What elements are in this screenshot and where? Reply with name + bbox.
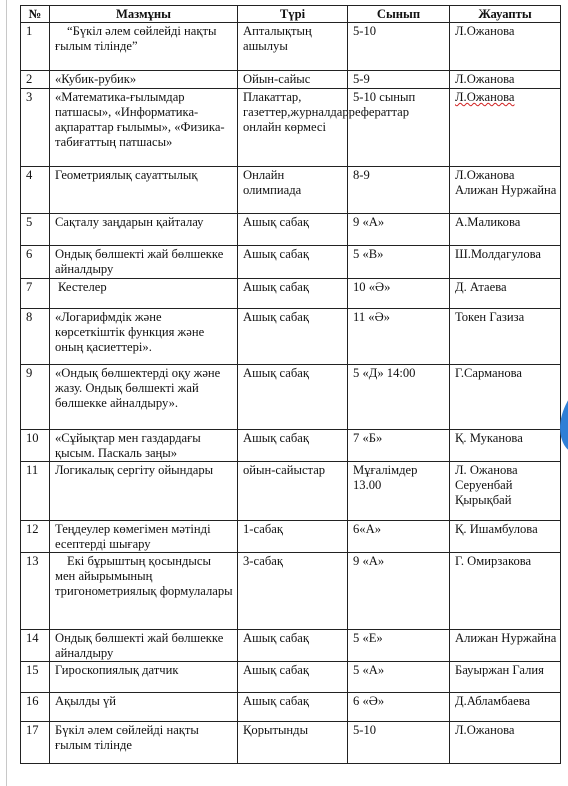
cell-type: 3-сабақ xyxy=(238,553,348,630)
cell-type: Апталықтың ашылуы xyxy=(238,23,348,71)
cell-class: 5-10 xyxy=(348,23,450,71)
cell-content: Кестелер xyxy=(50,279,238,309)
cell-class: 5 «А» xyxy=(348,662,450,693)
cell-num: 2 xyxy=(21,71,50,89)
cell-content: Гироскопиялық датчик xyxy=(50,662,238,693)
cell-num: 7 xyxy=(21,279,50,309)
table-row xyxy=(21,214,561,246)
cell-num: 1 xyxy=(21,23,50,71)
cell-responsible: Л.Ожанова xyxy=(450,89,561,167)
table-row xyxy=(21,365,561,430)
cell-content: Ақылды үй xyxy=(50,693,238,722)
cell-type: Ашық сабақ xyxy=(238,309,348,365)
cell-responsible: Бауыржан Галия xyxy=(450,662,561,693)
cell-num: 16 xyxy=(21,693,50,722)
cell-type: Ашық сабақ xyxy=(238,662,348,693)
table-row xyxy=(21,279,561,309)
cell-responsible: Л.Ожанова Алижан Нуржайна xyxy=(450,167,561,214)
cell-type: Плакаттар, газеттер,журналдаррефераттар онлайн көрмесі xyxy=(238,89,348,167)
cell-class: 8-9 xyxy=(348,167,450,214)
cell-type: ойын-сайыстар xyxy=(238,462,348,521)
header-class: Сынып xyxy=(348,6,450,23)
table-row xyxy=(21,553,561,630)
cell-content: Бүкіл әлем сөйлейді нақты ғылым тілінде xyxy=(50,722,238,764)
header-type: Түрі xyxy=(238,6,348,23)
cell-content: Сақталу заңдарын қайталау xyxy=(50,214,238,246)
cell-num: 11 xyxy=(21,462,50,521)
cell-num: 12 xyxy=(21,521,50,553)
cell-class: 6 «Ә» xyxy=(348,693,450,722)
cell-type: Ашық сабақ xyxy=(238,214,348,246)
cell-content: Ондық бөлшекті жай бөлшекке айналдыру xyxy=(50,246,238,279)
cell-content: «Ондық бөлшектерді оқу және жазу. Ондық бөлшекті жай бөлшекке айналдыру». xyxy=(50,365,238,430)
cell-type: Қорытынды xyxy=(238,722,348,764)
cell-responsible: Д. Атаева xyxy=(450,279,561,309)
cell-content: Геометриялық сауаттылық xyxy=(50,167,238,214)
cell-responsible: Қ. Ишамбулова xyxy=(450,521,561,553)
table-row xyxy=(21,89,561,167)
table-row xyxy=(21,246,561,279)
header-content: Мазмұны xyxy=(50,6,238,23)
cell-class: 9 «А» xyxy=(348,214,450,246)
cell-content: Теңдеулер көмегімен мәтінді есептерді шығару xyxy=(50,521,238,553)
table-row xyxy=(21,693,561,722)
cell-class: 5 «Е» xyxy=(348,630,450,662)
table-row xyxy=(21,630,561,662)
cell-responsible: Л.Ожанова xyxy=(450,23,561,71)
table-row xyxy=(21,462,561,521)
cell-num: 9 xyxy=(21,365,50,430)
cell-num: 17 xyxy=(21,722,50,764)
blue-arc-decoration xyxy=(556,378,568,458)
cell-content: Ондық бөлшекті жай бөлшекке айналдыру xyxy=(50,630,238,662)
events-table xyxy=(20,5,561,764)
cell-type: Ашық сабақ xyxy=(238,365,348,430)
cell-type: Онлайн олимпиада xyxy=(238,167,348,214)
cell-content: «Кубик-рубик» xyxy=(50,71,238,89)
cell-content: «Математика-ғылымдар патшасы», «Информатика-ақпараттар ғылымы», «Физика-табиғаттың патшасы» xyxy=(50,89,238,167)
cell-type: 1-сабақ xyxy=(238,521,348,553)
cell-class: 5 «В» xyxy=(348,246,450,279)
cell-responsible: Г. Омирзакова xyxy=(450,553,561,630)
cell-num: 4 xyxy=(21,167,50,214)
cell-class: 5-9 xyxy=(348,71,450,89)
cell-num: 10 xyxy=(21,430,50,462)
cell-class: 5-10 xyxy=(348,722,450,764)
cell-class: 6«А» xyxy=(348,521,450,553)
cell-class: 11 «Ә» xyxy=(348,309,450,365)
cell-responsible: Қ. Муканова xyxy=(450,430,561,462)
cell-type: Ойын-сайыс xyxy=(238,71,348,89)
cell-num: 3 xyxy=(21,89,50,167)
cell-content: Логикалық сергіту ойындары xyxy=(50,462,238,521)
table-row xyxy=(21,167,561,214)
cell-num: 8 xyxy=(21,309,50,365)
cell-type: Ашық сабақ xyxy=(238,630,348,662)
table-row xyxy=(21,71,561,89)
cell-content: “Бүкіл әлем сөйлейді нақты ғылым тілінде” xyxy=(50,23,238,71)
table-row xyxy=(21,662,561,693)
cell-type: Ашық сабақ xyxy=(238,430,348,462)
table-row xyxy=(21,430,561,462)
cell-class: 9 «А» xyxy=(348,553,450,630)
cell-class: 5 «Д» 14:00 xyxy=(348,365,450,430)
cell-responsible: Токен Газиза xyxy=(450,309,561,365)
header-responsible: Жауапты xyxy=(450,6,561,23)
cell-num: 5 xyxy=(21,214,50,246)
cell-responsible: Д.Абламбаева xyxy=(450,693,561,722)
cell-responsible: Л. Ожанова Серуенбай Қырықбай xyxy=(450,462,561,521)
cell-num: 6 xyxy=(21,246,50,279)
table-row xyxy=(21,722,561,764)
cell-type: Ашық сабақ xyxy=(238,279,348,309)
cell-responsible: Ш.Молдагулова xyxy=(450,246,561,279)
cell-class: 10 «Ә» xyxy=(348,279,450,309)
table-row xyxy=(21,23,561,71)
cell-class: 7 «Б» xyxy=(348,430,450,462)
cell-responsible: Л.Ожанова xyxy=(450,71,561,89)
cell-num: 14 xyxy=(21,630,50,662)
cell-num: 15 xyxy=(21,662,50,693)
cell-responsible: А.Маликова xyxy=(450,214,561,246)
cell-content: Екі бұрыштың қосындысы мен айырымының тригонометриялық формулалары xyxy=(50,553,238,630)
table-header-row xyxy=(21,6,561,23)
cell-type: Ашық сабақ xyxy=(238,246,348,279)
cell-type: Ашық сабақ xyxy=(238,693,348,722)
cell-responsible: Л.Ожанова xyxy=(450,722,561,764)
table-row xyxy=(21,309,561,365)
page-left-edge xyxy=(6,0,7,786)
cell-content: «Сұйықтар мен газдардағы қысым. Паскаль заңы» xyxy=(50,430,238,462)
cell-class: 5-10 сынып xyxy=(348,89,450,167)
cell-class: Мұғалімдер 13.00 xyxy=(348,462,450,521)
cell-num: 13 xyxy=(21,553,50,630)
cell-content: «Логарифмдік және көрсеткіштік функция және оның қасиеттері». xyxy=(50,309,238,365)
header-num: № xyxy=(21,6,50,23)
cell-responsible: Алижан Нуржайна xyxy=(450,630,561,662)
cell-responsible: Г.Сарманова xyxy=(450,365,561,430)
table-row xyxy=(21,521,561,553)
